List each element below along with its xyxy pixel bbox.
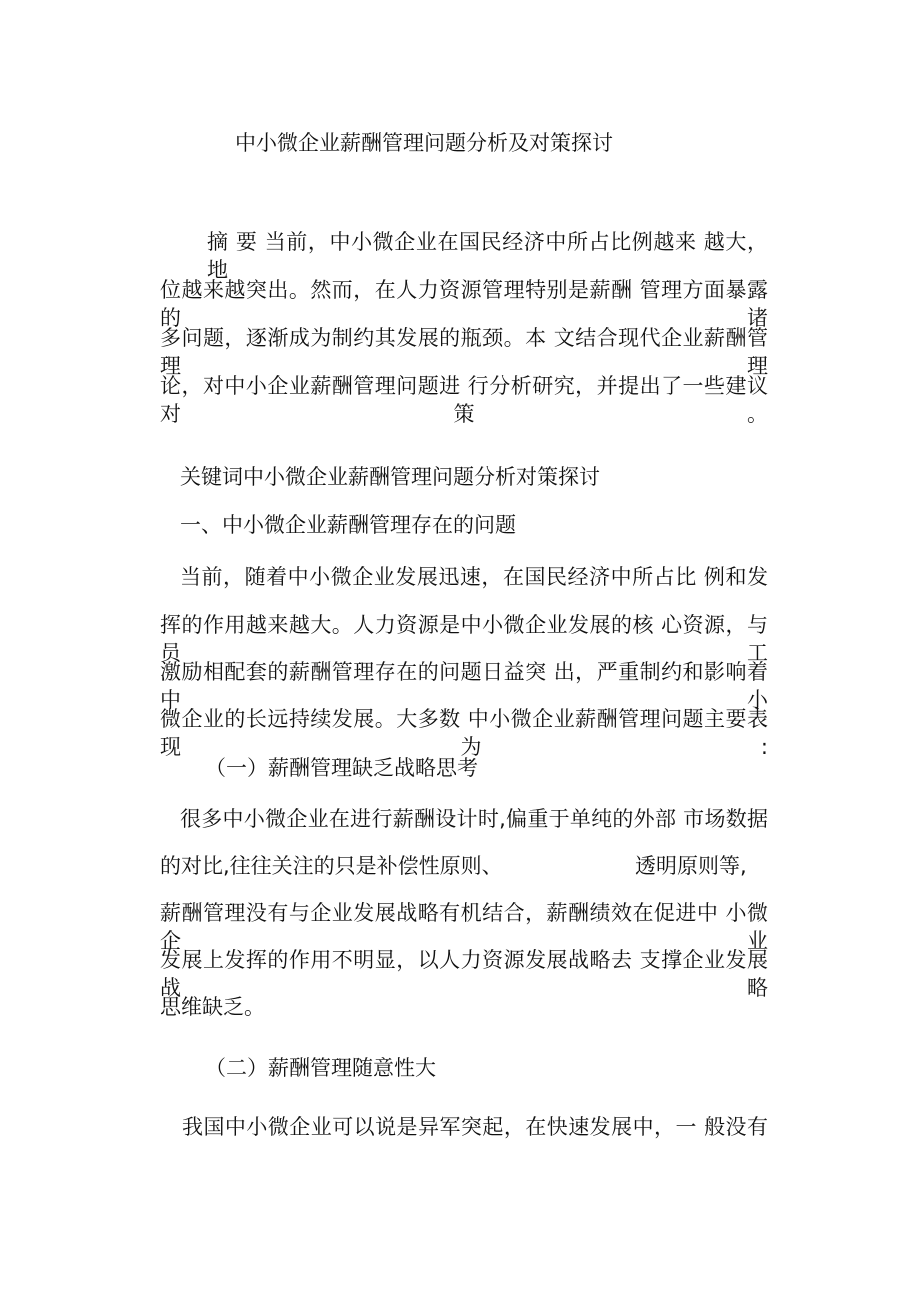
- document-title: 中小微企业薪酬管理问题分析及对策探讨: [235, 131, 613, 155]
- paragraph-line: 发展上发挥的作用不明显，以人力资源发展战略去 支撑企业发展战略: [160, 948, 768, 1000]
- paragraph-line: 挥的作用越来越大。人力资源是中小微企业发展的核 心资源，与员工: [160, 613, 768, 665]
- paragraph-line: 我国中小微企业可以说是异军突起，在快速发展中，一 般没有: [182, 1115, 768, 1139]
- paragraph-line: 的对比,往往关注的只是补偿性原则、: [160, 854, 503, 878]
- paragraph-line: 激励相配套的薪酬管理存在的问题日益突 出，严重制约和影响着中小: [160, 660, 768, 712]
- paragraph-line: 薪酬管理没有与企业发展战略有机结合，薪酬绩效在促进中 小微企业: [160, 901, 768, 953]
- subsection-heading: （二）薪酬管理随意性大: [205, 1056, 436, 1080]
- keywords: 关键词中小微企业薪酬管理问题分析对策探讨: [180, 465, 600, 489]
- section-heading: 一、中小微企业薪酬管理存在的问题: [180, 513, 516, 537]
- abstract-line: 多问题，逐渐成为制约其发展的瓶颈。本 文结合现代企业薪酬管理理: [160, 326, 768, 378]
- paragraph-line: 当前，随着中小微企业发展迅速，在国民经济中所占比 例和发: [180, 565, 768, 589]
- subsection-heading: （一）薪酬管理缺乏战略思考: [205, 756, 478, 780]
- abstract-line: 位越来越突出。然而，在人力资源管理特别是薪酬 管理方面暴露的诸: [160, 278, 768, 330]
- paragraph-line: 很多中小微企业在进行薪酬设计时,偏重于单纯的外部 市场数据: [180, 807, 768, 831]
- abstract-line: 摘 要 当前，中小微企业在国民经济中所占比例越来 越大，地: [207, 230, 768, 282]
- paragraph-line: 微企业的长远持续发展。大多数 中小微企业薪酬管理问题主要表现为:: [160, 707, 768, 759]
- paragraph-line: 思维缺乏。: [160, 995, 265, 1019]
- abstract-line: 论，对中小企业薪酬管理问题进 行分析研究，并提出了一些建议对策。: [160, 374, 768, 426]
- paragraph-line: 透明原则等,: [635, 854, 747, 878]
